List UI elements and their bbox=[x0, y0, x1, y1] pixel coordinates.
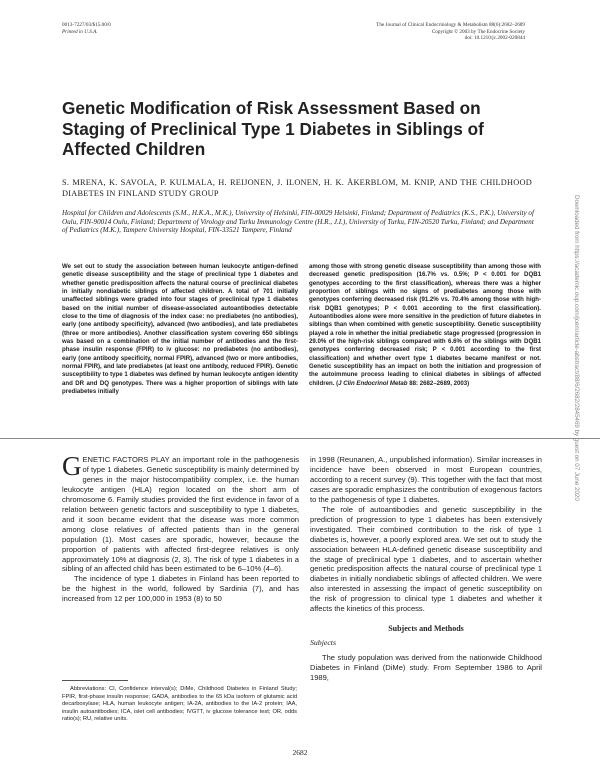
abstract-right-text: among those with strong genetic disease susceptibility than among those with decreased genetic predisposition (16.7% vs. 0.5%; P < 0.001 for DQB1 genotypes according to the first classification), whereas there was a higher proportion of siblings with no signs of prediabetes among those with genotypes conferring decreased risk (91.2% vs. 70.4% among those with high-risk DQB1 genotypes; P < 0.001 according to the first classification). Autoantibodies alone were more sensitive in the prediction of future diabetes in siblings than when combined with genetic susceptibility. Genetic susceptibility played a role in whether the initial prediabetic stage progressed (progression in 29.0% of the high-risk siblings compared with 6.6% of the siblings with DQB1 genotypes conferring decreased risk; P < 0.001 according to the first classification) and whether overt type 1 diabetes became manifest or not. Genetic susceptibility has an impact on both the initiation and progression of the autoimmune process leading to clinical diabetes in siblings of affected children. ( bbox=[309, 263, 541, 387]
methods-paragraph-1: The study population was derived from the nationwide Childhood Diabetes in Finland (DiMe) study. From September 1986 to April 1989, bbox=[310, 653, 542, 683]
abbreviations-footnote: Abbreviations: CI, Confidence interval(s); DiMe, Childhood Diabetes in Finland Study; FPIR, first-phase insulin response; GADA, antibodies to the 65 kDa isoform of glutamic acid decarboxylase; HLA, human leukocyte antigen; IA-2A, antibodies to the IA-2 protein; IAA, insulin autoantibodies; ICA, islet cell antibodies; IVGTT, iv glucose tolerance test; OR, odds ratio(s); RU, relative units. bbox=[62, 686, 297, 723]
intro-paragraph-1 bbox=[62, 451, 299, 574]
header-right bbox=[265, 22, 525, 42]
affiliations: Hospital for Children and Adolescents (S.M., H.K.A., M.K.), University of Helsinki, FIN-00029 Helsinki, Finland; Department of Pediatrics (K.S., P.K.), University of Oulu, FIN-90014 Oulu, Finland; Department of Virology and Turku Immunology Centre (H.R., J.I.), University of Turku, FIN-20520 Turku, Finland; and Department of Pediatrics (M.K.), Tampere University Hospital, FIN-33521 Tampere, Finland bbox=[62, 209, 534, 235]
intro-paragraph-3: in 1998 (Reunanen, A., unpublished information). Similar increases in incidence have been observed in most European countries, according to a recent survey (9). This together with the fact that most cases are sporadic emphasizes the contribution of exogenous factors to the pathogenesis of type 1 diabetes. bbox=[310, 455, 542, 504]
page-number: 2682 bbox=[292, 748, 308, 757]
intro-paragraph-2: The incidence of type 1 diabetes in Finland has been reported to be the highest in the world, followed by Sardinia (7), and has increased from 12 per 100,000 in 1953 (8) to 50 bbox=[62, 574, 299, 604]
drop-cap: G bbox=[62, 451, 82, 481]
abstract-right-column bbox=[309, 263, 541, 388]
printed-line: Printed in U.S.A. bbox=[62, 28, 98, 35]
doi-line: doi: 10.1210/jc.2002-020844 bbox=[464, 35, 525, 42]
subsection-heading: Subjects bbox=[310, 638, 336, 648]
journal-line: The Journal of Clinical Endocrinology & Metabolism 88(6):2682–2689 bbox=[376, 22, 525, 28]
copyright-line: Copyright © 2003 by The Endocrine Society bbox=[431, 28, 525, 35]
abstract-citation-end: 88: 2682–2689, 2003) bbox=[407, 379, 470, 387]
download-watermark-text: Downloaded from https://academic.oup.com/jcem/article-abstract/88/6/2682/2845469 by guest on 07 June 2020 bbox=[573, 195, 580, 501]
section-divider bbox=[0, 438, 600, 439]
abstract-left-column: We set out to study the association between human leukocyte antigen-defined genetic disease susceptibility and the stage of preclinical type 1 diabetes and whether genetic predisposition affects the natural course of preclinical diabetes in initially nondiabetic siblings of affected children. A total of 701 initially unaffected siblings were graded into four stages of preclinical type 1 diabetes based on the initial number of disease-associated autoantibodies detectable close to the time of diagnosis of the index case: no prediabetes (no antibodies), early (one antibody specificity), advanced (two antibodies), and late prediabetes (three or more antibodies). Another classification system covering 650 siblings was based on a combination of the initial number of antibodies and the first-phase insulin response (FPIR) to iv glucose: no prediabetes (no antibodies), early (one antibody specificity, normal FPIR), advanced (two or more antibodies, normal FPIR), and late prediabetes (at least one antibody, reduced FPIR). Genetic susceptibility to type 1 diabetes was defined by human leukocyte antigen identity and DR and DQ genotypes. There was a higher proportion of siblings with late prediabetes initially bbox=[62, 263, 298, 396]
footnote-rule bbox=[62, 680, 128, 681]
abstract-citation: J Clin Endocrinol Metab bbox=[338, 379, 408, 387]
section-heading: Subjects and Methods bbox=[388, 624, 464, 634]
issn-line: 0013-7227/03/$15.00/0 bbox=[62, 22, 111, 28]
download-watermark bbox=[573, 195, 587, 635]
intro-paragraph-1-text: ENETIC FACTORS PLAY an important role in the pathogenesis of type 1 diabetes. Genetic susceptibility is mainly determined by genes in the major histocompatibility complex, i.e. the human leukocyte antigen (HLA) region located on the short arm of chromosome 6. Family studies provided the first evidence in favor of a relation between genetic factors and susceptibility to type 1 diabetes, and it soon became evident that the disease was more common among close relatives of affected patients than in the general population (1). Most cases are sporadic, however, because the proportion of patients with affected first-degree relatives is only approximately 10% at diagnosis (2, 3). The risk of type 1 diabetes in a sibling of an affected child has been estimated to be 6–10% (4–6). bbox=[62, 455, 299, 574]
intro-paragraph-4: The role of autoantibodies and genetic susceptibility in the prediction of progression to type 1 diabetes has been extensively investigated. Their combined contribution to the risk of type 1 diabetes is, however, a poorly explored area. We set out to study the association between HLA-defined genetic disease susceptibility and the stage of preclinical type 1 diabetes, and to ascertain whether genetic predisposition affects the natural course of preclinical type 1 diabetes in initially nondiabetic siblings of affected children. We were also interested in assessing the impact of genetic susceptibility on the risk of progression to clinical type 1 diabetes and whether it affects the kinetics of this process. bbox=[310, 504, 542, 614]
body-left-column bbox=[62, 451, 299, 604]
author-list: S. MRENA, K. SAVOLA, P. KULMALA, H. REIJONEN, J. ILONEN, H. K. ÅKERBLOM, M. KNIP, AND THE CHILDHOOD DIABETES IN FINLAND STUDY GROUP bbox=[62, 178, 532, 199]
article-title: Genetic Modification of Risk Assessment Based on Staging of Preclinical Type 1 Diabetes in Siblings of Affected Children bbox=[62, 98, 484, 160]
body-right-column bbox=[310, 455, 542, 683]
header-left bbox=[62, 22, 212, 35]
